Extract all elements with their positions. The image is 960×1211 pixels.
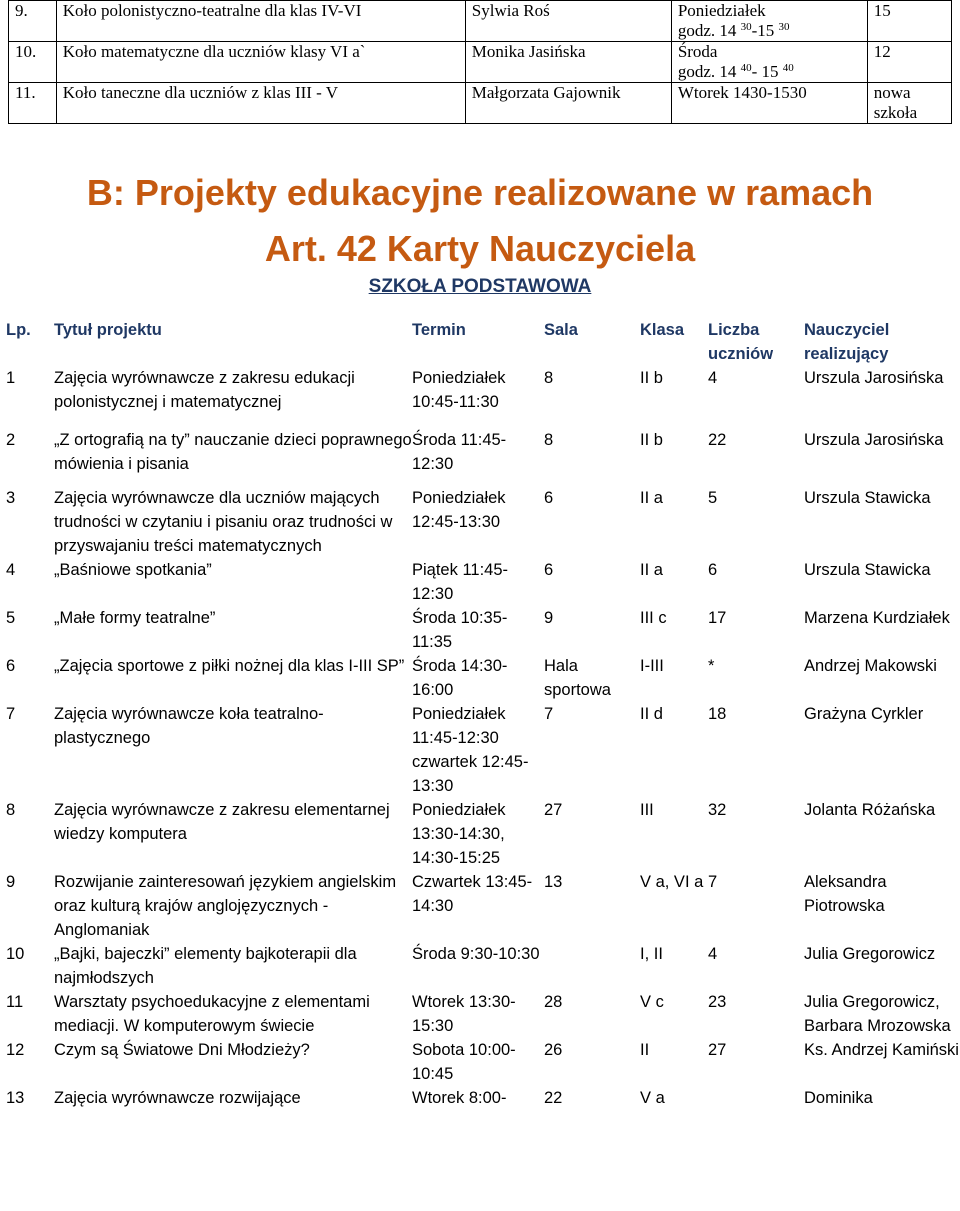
project-term: Wtorek 13:30-15:30: [412, 993, 516, 1035]
project-term: Środa 11:45-12:30: [412, 431, 507, 473]
project-title: Zajęcia wyrównawcze z zakresu edukacji polonistycznej i matematycznej: [54, 369, 355, 411]
header-students: Liczba uczniów: [708, 321, 774, 363]
project-class: II b: [640, 431, 663, 449]
project-students: 4: [708, 945, 718, 963]
project-title: „Zajęcia sportowe z piłki nożnej dla klas I-III SP”: [54, 657, 405, 675]
project-teacher: Marzena Kurdziałek: [804, 609, 950, 627]
project-title: Rozwijanie zainteresowań językiem angielskim oraz kulturą krajów anglojęzycznych - Anglomaniak: [54, 873, 397, 939]
table-row: [0, 1086, 960, 1110]
project-room: 28: [544, 993, 563, 1011]
club-title: Koło matematyczne dla uczniów klasy VI a`: [56, 42, 465, 83]
project-lp: 2: [6, 431, 16, 449]
project-room: 22: [544, 1089, 563, 1107]
header-title: Tytuł projektu: [54, 321, 162, 339]
project-students: 5: [708, 489, 718, 507]
project-term: Piątek 11:45-12:30: [412, 561, 509, 603]
header-teacher: Nauczyciel realizujący: [804, 321, 890, 363]
project-teacher: Julia Gregorowicz: [804, 945, 936, 963]
club-teacher: Małgorzata Gajownik: [465, 83, 671, 124]
project-title: „Bajki, bajeczki” elementy bajkoterapii dla najmłodszych: [54, 945, 357, 987]
project-students: *: [708, 657, 715, 675]
project-lp: 5: [6, 609, 16, 627]
project-class: II a: [640, 489, 663, 507]
project-title: Warsztaty psychoedukacyjne z elementami mediacji. W komputerowym świecie: [54, 993, 370, 1035]
club-day: Środa: [677, 42, 718, 61]
project-class: V c: [640, 993, 664, 1011]
project-lp: 11: [6, 993, 24, 1011]
project-room: 9: [544, 609, 554, 627]
project-teacher: Urszula Jarosińska: [804, 431, 944, 449]
project-students: 32: [708, 801, 727, 819]
project-teacher: Urszula Stawicka: [804, 489, 931, 507]
project-term: Poniedziałek 10:45-11:30: [412, 369, 506, 411]
table-row: [0, 606, 960, 654]
project-term: Środa 10:35-11:35: [412, 609, 508, 651]
project-lp: 8: [6, 801, 16, 819]
top-row: [9, 42, 952, 83]
project-term: Sobota 10:00-10:45: [412, 1041, 516, 1083]
project-lp: 4: [6, 561, 16, 579]
project-class: I, II: [640, 945, 663, 963]
project-title: „Z ortografią na ty” nauczanie dzieci poprawnego mówienia i pisania: [54, 431, 412, 473]
header-term: Termin: [412, 321, 466, 339]
project-students: 27: [708, 1041, 727, 1059]
project-title: „Baśniowe spotkania”: [54, 561, 212, 579]
project-lp: 6: [6, 657, 16, 675]
project-room: 6: [544, 489, 554, 507]
project-teacher: Andrzej Makowski: [804, 657, 937, 675]
project-title: „Małe formy teatralne”: [54, 609, 216, 627]
row-number: 9.: [9, 1, 57, 42]
project-lp: 13: [6, 1089, 25, 1107]
club-title: Koło polonistyczno-teatralne dla klas IV-VI: [56, 1, 465, 42]
table-row: [0, 654, 960, 702]
project-class: II d: [640, 705, 663, 723]
club-day: Poniedziałek: [677, 1, 766, 20]
project-students: 23: [708, 993, 727, 1011]
table-row: [0, 486, 960, 558]
table-row: [0, 1038, 960, 1086]
section-title-line2: Art. 42 Karty Nauczyciela: [264, 228, 696, 269]
table-row: [0, 702, 960, 798]
project-room: 6: [544, 561, 554, 579]
project-students: 22: [708, 431, 727, 449]
project-rows: [0, 366, 960, 1110]
section-subtitle: SZKOŁA PODSTAWOWA: [368, 276, 592, 297]
top-row: [9, 1, 952, 42]
club-title: Koło taneczne dla uczniów z klas III - V: [56, 83, 465, 124]
projects-table: [0, 318, 960, 1110]
top-row: [9, 83, 952, 124]
project-title: Zajęcia wyrównawcze koła teatralno-plastycznego: [54, 705, 324, 747]
row-number: 10.: [9, 42, 57, 83]
project-lp: 1: [6, 369, 16, 387]
club-teacher: Monika Jasińska: [465, 42, 671, 83]
project-lp: 3: [6, 489, 16, 507]
table-row: [0, 870, 960, 942]
header-lp: Lp.: [6, 321, 31, 339]
project-teacher: Grażyna Cyrkler: [804, 705, 924, 723]
project-teacher: Jolanta Różańska: [804, 801, 936, 819]
top-table: [8, 0, 952, 124]
project-lp: 10: [6, 945, 25, 963]
project-lp: 9: [6, 873, 16, 891]
project-term: Poniedziałek 12:45-13:30: [412, 489, 506, 531]
club-count: 15: [867, 1, 951, 42]
project-class: III: [640, 801, 654, 819]
project-term: Poniedziałek 11:45-12:30 czwartek 12:45-13:30: [412, 705, 529, 795]
club-schedule: [671, 42, 867, 83]
project-title: Czym są Światowe Dni Młodzieży?: [54, 1041, 310, 1059]
project-lp: 7: [6, 705, 16, 723]
table-row: [0, 990, 960, 1038]
project-class: I-III: [640, 657, 664, 675]
club-teacher: Sylwia Roś: [465, 1, 671, 42]
club-time: godz. 14 $^{40}$- 15 $^{40}$: [677, 62, 794, 81]
project-title: Zajęcia wyrównawcze z zakresu elementarnej wiedzy komputera: [54, 801, 390, 843]
project-term: Czwartek 13:45-14:30: [412, 873, 533, 915]
project-room: 13: [544, 873, 563, 891]
project-class: III c: [640, 609, 667, 627]
table-row: [0, 366, 960, 414]
project-room: 26: [544, 1041, 563, 1059]
project-title: Zajęcia wyrównawcze rozwijające: [54, 1089, 301, 1107]
project-students: 18: [708, 705, 727, 723]
project-class: V a, VI a: [640, 873, 704, 891]
table-row: [0, 798, 960, 870]
table-row: [0, 428, 960, 476]
project-teacher: Ks. Andrzej Kamiński: [804, 1041, 959, 1059]
project-teacher: Aleksandra Piotrowska: [804, 873, 887, 915]
project-students: 7: [708, 873, 718, 891]
project-students: [708, 1086, 804, 1110]
project-room: 8: [544, 431, 554, 449]
project-class: II b: [640, 369, 663, 387]
club-count: 12: [867, 42, 951, 83]
table-row: [0, 558, 960, 606]
project-room: 8: [544, 369, 554, 387]
table-row: [0, 942, 960, 990]
project-students: 17: [708, 609, 727, 627]
project-teacher: Urszula Jarosińska: [804, 369, 944, 387]
project-teacher: Julia Gregorowicz, Barbara Mrozowska: [804, 993, 951, 1035]
project-students: 6: [708, 561, 718, 579]
project-room: 27: [544, 801, 563, 819]
club-time: godz. 14 $^{30}$-15 $^{30}$: [677, 21, 790, 40]
club-schedule: [671, 1, 867, 42]
project-title: Zajęcia wyrównawcze dla uczniów mających trudności w czytaniu i pisaniu oraz trudności w przyswajaniu treści matematycznych: [54, 489, 393, 555]
row-number: 11.: [9, 83, 57, 124]
project-class: II: [640, 1041, 650, 1059]
project-teacher: Urszula Stawicka: [804, 561, 931, 579]
header-room: Sala: [544, 321, 578, 339]
project-class: V a: [640, 1089, 665, 1107]
project-room: 7: [544, 705, 554, 723]
club-count: nowa szkoła: [867, 83, 951, 124]
project-room: [544, 942, 640, 990]
club-schedule: Wtorek 1430-1530: [671, 83, 867, 124]
project-term: Wtorek 8:00-: [412, 1089, 507, 1107]
header-class: Klasa: [640, 321, 685, 339]
project-term: Środa 9:30-10:30: [412, 945, 540, 963]
project-teacher: Dominika: [804, 1089, 873, 1107]
project-term: Środa 14:30-16:00: [412, 657, 508, 699]
project-lp: 12: [6, 1041, 25, 1059]
project-students: 4: [708, 369, 718, 387]
project-room: Hala sportowa: [544, 657, 611, 699]
project-term: Poniedziałek 13:30-14:30, 14:30-15:25: [412, 801, 506, 867]
section-title-line1: B: Projekty edukacyjne realizowane w ramach: [86, 172, 874, 213]
project-class: II a: [640, 561, 663, 579]
table-header: [0, 318, 960, 366]
